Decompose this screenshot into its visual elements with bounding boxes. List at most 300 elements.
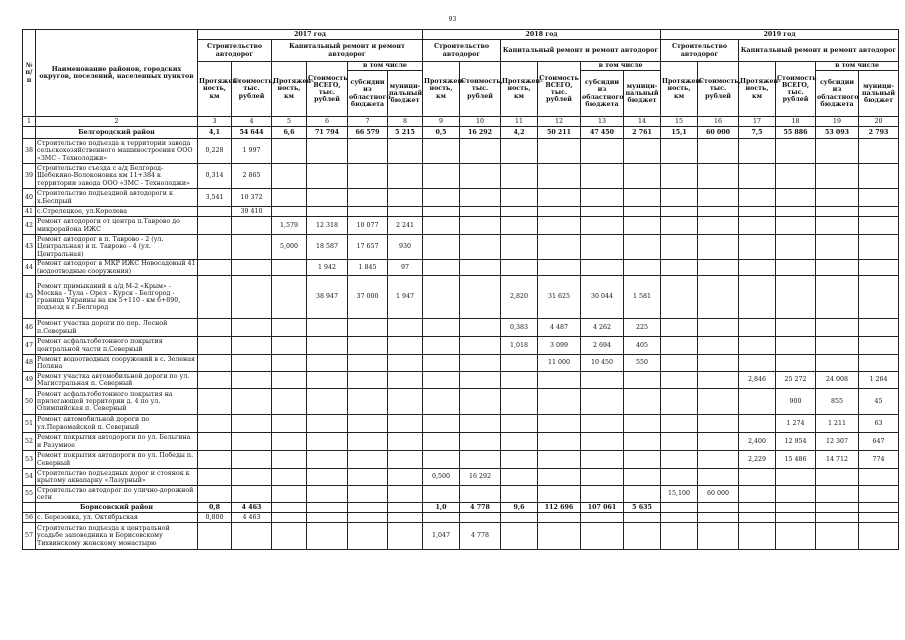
header-cost: Стоимость, тыс. рублей [698,62,739,117]
value-cell [816,217,859,235]
value-cell [624,235,661,260]
column-number: 1 [23,117,36,127]
table-row [23,319,899,337]
value-cell: 2 761 [624,127,661,139]
value-cell [581,451,624,469]
value-cell [272,337,307,355]
header-year-2018: 2018 год [423,30,661,40]
value-cell: 1 947 [388,276,423,319]
value-cell [859,139,899,164]
row-name: Строительство автодорог по улично-дорожной сети [36,486,198,503]
value-cell [661,189,698,207]
value-cell [661,217,698,235]
value-cell [816,207,859,217]
header-length: Протяжен-ность, км [661,62,698,117]
column-number: 12 [538,117,581,127]
value-cell [859,217,899,235]
value-cell [581,469,624,486]
value-cell: 647 [859,433,899,451]
value-cell [501,451,538,469]
column-number: 18 [776,117,816,127]
value-cell [501,523,538,550]
value-cell [776,189,816,207]
value-cell [816,486,859,503]
header-name: Наименование районов, городских округов, поселений, населенных пунктов [36,30,198,117]
district-total-row [23,127,899,139]
row-number: 46 [23,319,36,337]
value-cell [581,433,624,451]
row-name: Ремонт участка дороги по пер. Лесной п.Северный [36,319,198,337]
value-cell [698,276,739,319]
value-cell: 18 587 [307,235,348,260]
value-cell [388,451,423,469]
value-cell [624,217,661,235]
value-cell: 25 272 [776,372,816,389]
value-cell: 15,100 [661,486,698,503]
value-cell [423,276,460,319]
value-cell [661,207,698,217]
value-cell [272,415,307,433]
value-cell [624,189,661,207]
value-cell [538,235,581,260]
value-cell [581,523,624,550]
value-cell [739,139,776,164]
value-cell [816,469,859,486]
header-cost-total: Стоимость ВСЕГО, тыс. рублей [776,62,816,117]
value-cell [816,513,859,523]
value-cell: 71 794 [307,127,348,139]
table-row [23,164,899,189]
row-number: 44 [23,260,36,276]
value-cell [198,372,232,389]
value-cell: 855 [816,389,859,415]
value-cell [423,372,460,389]
value-cell [661,469,698,486]
value-cell [581,389,624,415]
row-number: 45 [23,276,36,319]
value-cell [698,139,739,164]
column-number: 11 [501,117,538,127]
value-cell [698,235,739,260]
value-cell [423,207,460,217]
value-cell [538,433,581,451]
value-cell [307,389,348,415]
row-number: 49 [23,372,36,389]
value-cell [272,189,307,207]
header-year-2017: 2017 год [198,30,423,40]
value-cell [232,433,272,451]
value-cell [501,355,538,372]
value-cell [348,513,388,523]
value-cell [538,260,581,276]
value-cell: 2 793 [859,127,899,139]
value-cell: 405 [624,337,661,355]
value-cell [661,260,698,276]
value-cell [307,164,348,189]
value-cell [538,217,581,235]
value-cell [776,337,816,355]
value-cell [272,469,307,486]
header-repair-2019: Капитальный ремонт и ремонт автодорог [739,40,899,62]
value-cell: 0,383 [501,319,538,337]
value-cell [538,389,581,415]
value-cell [624,513,661,523]
value-cell: 1 211 [816,415,859,433]
value-cell [661,139,698,164]
row-number: 43 [23,235,36,260]
header-no: № п/п [23,30,36,117]
row-name: Ремонт покрытия автодороги по ул. Бельгина и Разумное [36,433,198,451]
value-cell [272,260,307,276]
value-cell [698,503,739,513]
value-cell [423,319,460,337]
value-cell [348,415,388,433]
value-cell [581,189,624,207]
value-cell [776,164,816,189]
value-cell [776,503,816,513]
value-cell [776,486,816,503]
value-cell [661,319,698,337]
value-cell [272,319,307,337]
value-cell: 11 000 [538,355,581,372]
value-cell [698,389,739,415]
value-cell [460,415,501,433]
value-cell: 2 865 [232,164,272,189]
value-cell [776,260,816,276]
value-cell [501,389,538,415]
value-cell [859,235,899,260]
header-length: Протяжен-ность, км [423,62,460,117]
value-cell [348,486,388,503]
value-cell [816,337,859,355]
value-cell [388,189,423,207]
value-cell [460,486,501,503]
value-cell: 0,800 [198,513,232,523]
value-cell [388,319,423,337]
row-number: 39 [23,164,36,189]
value-cell [307,523,348,550]
value-cell [698,415,739,433]
value-cell [624,523,661,550]
value-cell [501,235,538,260]
value-cell [816,503,859,513]
value-cell: 45 [859,389,899,415]
value-cell [272,433,307,451]
row-number: 50 [23,389,36,415]
table-row [23,486,899,503]
table-row [23,207,899,217]
value-cell [460,372,501,389]
row-number: 41 [23,207,36,217]
value-cell: 37 000 [348,276,388,319]
value-cell [272,164,307,189]
value-cell [307,337,348,355]
value-cell: 1,018 [501,337,538,355]
value-cell [307,469,348,486]
column-number: 5 [272,117,307,127]
value-cell: 7,5 [739,127,776,139]
value-cell [501,217,538,235]
value-cell [698,260,739,276]
value-cell [232,372,272,389]
row-name: Ремонт водоотводных сооружений в с. Зеленая Поляна [36,355,198,372]
table-row [23,337,899,355]
value-cell [423,139,460,164]
value-cell: 3 099 [538,337,581,355]
value-cell [816,319,859,337]
header-length: Протяжен-ность, км [739,62,776,117]
value-cell [272,276,307,319]
value-cell: 15,1 [661,127,698,139]
value-cell [388,337,423,355]
value-cell [859,355,899,372]
value-cell [423,217,460,235]
value-cell [739,523,776,550]
column-number: 9 [423,117,460,127]
value-cell [388,469,423,486]
value-cell [816,235,859,260]
value-cell [859,319,899,337]
header-incl: в том числе [348,62,423,71]
header-municipal: муници-пальный бюджет [624,71,661,117]
value-cell [388,523,423,550]
row-number: 47 [23,337,36,355]
value-cell: 12 318 [307,217,348,235]
value-cell [423,451,460,469]
header-length: Протяжен-ность, км [501,62,538,117]
value-cell [272,389,307,415]
value-cell [698,355,739,372]
table-row [23,415,899,433]
row-name: Ремонт автодорог в МКР ИЖС Новосадовый 41 (водоотводные сооружения) [37,260,196,275]
value-cell [776,139,816,164]
column-number: 2 [36,117,198,127]
row-number: 48 [23,355,36,372]
header-year-2019: 2019 год [661,30,899,40]
value-cell [538,207,581,217]
value-cell [348,433,388,451]
value-cell [581,164,624,189]
value-cell [272,207,307,217]
value-cell [388,513,423,523]
value-cell [198,355,232,372]
value-cell [460,451,501,469]
row-name: Белгородский район [36,127,198,139]
value-cell [739,276,776,319]
value-cell [348,189,388,207]
value-cell [348,207,388,217]
value-cell [739,207,776,217]
value-cell [307,207,348,217]
table-row [23,451,899,469]
value-cell [423,355,460,372]
value-cell [501,139,538,164]
value-cell: 550 [624,355,661,372]
value-cell [198,217,232,235]
value-cell [232,389,272,415]
value-cell [272,451,307,469]
value-cell: 17 657 [348,235,388,260]
value-cell [460,337,501,355]
value-cell [661,523,698,550]
value-cell [624,139,661,164]
value-cell [776,355,816,372]
value-cell [232,486,272,503]
value-cell [423,415,460,433]
value-cell [307,415,348,433]
column-number: 3 [198,117,232,127]
value-cell: 1 581 [624,276,661,319]
value-cell [198,276,232,319]
row-number: 54 [23,469,36,486]
value-cell [624,207,661,217]
row-number: 56 [23,513,36,523]
value-cell [198,235,232,260]
value-cell [501,260,538,276]
value-cell [859,523,899,550]
value-cell [198,415,232,433]
value-cell: 2,229 [739,451,776,469]
value-cell: 5 215 [388,127,423,139]
value-cell: 66 579 [348,127,388,139]
header-cost: Стоимость, тыс. рублей [232,62,272,117]
value-cell [388,415,423,433]
table-row [23,235,899,260]
column-number: 14 [624,117,661,127]
value-cell [624,372,661,389]
value-cell [816,139,859,164]
table-row [23,389,899,415]
value-cell [232,451,272,469]
value-cell: 2,400 [739,433,776,451]
value-cell [348,139,388,164]
value-cell [661,276,698,319]
value-cell [348,372,388,389]
value-cell: 60 000 [698,486,739,503]
value-cell [661,433,698,451]
value-cell [698,164,739,189]
value-cell [581,513,624,523]
header-repair-2018: Капитальный ремонт и ремонт автодорог [501,40,661,62]
value-cell: 39 410 [232,207,272,217]
row-name: Ремонт участка автомобильной дороги по ул. Магистральная п. Северный [36,372,198,389]
value-cell [816,523,859,550]
table-row [23,372,899,389]
value-cell: 47 450 [581,127,624,139]
value-cell [581,207,624,217]
value-cell [460,433,501,451]
value-cell [661,415,698,433]
header-municipal: муници-пальный бюджет [388,71,423,117]
table-row [23,433,899,451]
value-cell [739,235,776,260]
value-cell [661,235,698,260]
value-cell [501,189,538,207]
value-cell [776,276,816,319]
value-cell [698,217,739,235]
value-cell [423,235,460,260]
table-row [23,189,899,207]
value-cell [739,355,776,372]
value-cell: 50 211 [538,127,581,139]
value-cell [739,486,776,503]
value-cell: 12 954 [776,433,816,451]
value-cell [272,513,307,523]
value-cell [423,164,460,189]
value-cell: 4 487 [538,319,581,337]
value-cell: 54 644 [232,127,272,139]
row-number: 38 [23,139,36,164]
value-cell [198,337,232,355]
value-cell: 1 845 [348,260,388,276]
value-cell [307,372,348,389]
value-cell [776,207,816,217]
row-number: 42 [23,217,36,235]
row-name: Ремонт автомобильной дороги по ул.Первомайской п. Северный [36,415,198,433]
value-cell: 107 061 [581,503,624,513]
value-cell [698,207,739,217]
value-cell [272,355,307,372]
value-cell [198,523,232,550]
value-cell: 38 947 [307,276,348,319]
column-number: 15 [661,117,698,127]
value-cell [232,319,272,337]
value-cell [501,164,538,189]
value-cell: 0,8 [198,503,232,513]
table-row [23,276,899,319]
value-cell [198,451,232,469]
value-cell: 63 [859,415,899,433]
value-cell [859,337,899,355]
value-cell [232,355,272,372]
value-cell [388,207,423,217]
value-cell [624,389,661,415]
value-cell [501,433,538,451]
header-subsidy: субсидии из областного бюджета [816,71,859,117]
value-cell: 774 [859,451,899,469]
value-cell [460,207,501,217]
value-cell [698,523,739,550]
value-cell [198,207,232,217]
header-length: Протяжен-ность, км [198,62,232,117]
value-cell [501,513,538,523]
value-cell [232,469,272,486]
value-cell [698,433,739,451]
value-cell [423,337,460,355]
value-cell [538,164,581,189]
value-cell [698,189,739,207]
value-cell: 14 712 [816,451,859,469]
value-cell: 30 044 [581,276,624,319]
header-repair-2017: Капитальный ремонт и ремонт автодорог [272,40,423,62]
value-cell [198,486,232,503]
value-cell [501,415,538,433]
value-cell [624,415,661,433]
value-cell [859,469,899,486]
value-cell: 4,1 [198,127,232,139]
value-cell [859,486,899,503]
value-cell [388,389,423,415]
value-cell [388,372,423,389]
value-cell [698,469,739,486]
value-cell: 2,846 [739,372,776,389]
column-number: 10 [460,117,501,127]
value-cell: 4 463 [232,503,272,513]
value-cell [232,217,272,235]
value-cell [460,217,501,235]
value-cell [348,503,388,513]
value-cell [816,164,859,189]
